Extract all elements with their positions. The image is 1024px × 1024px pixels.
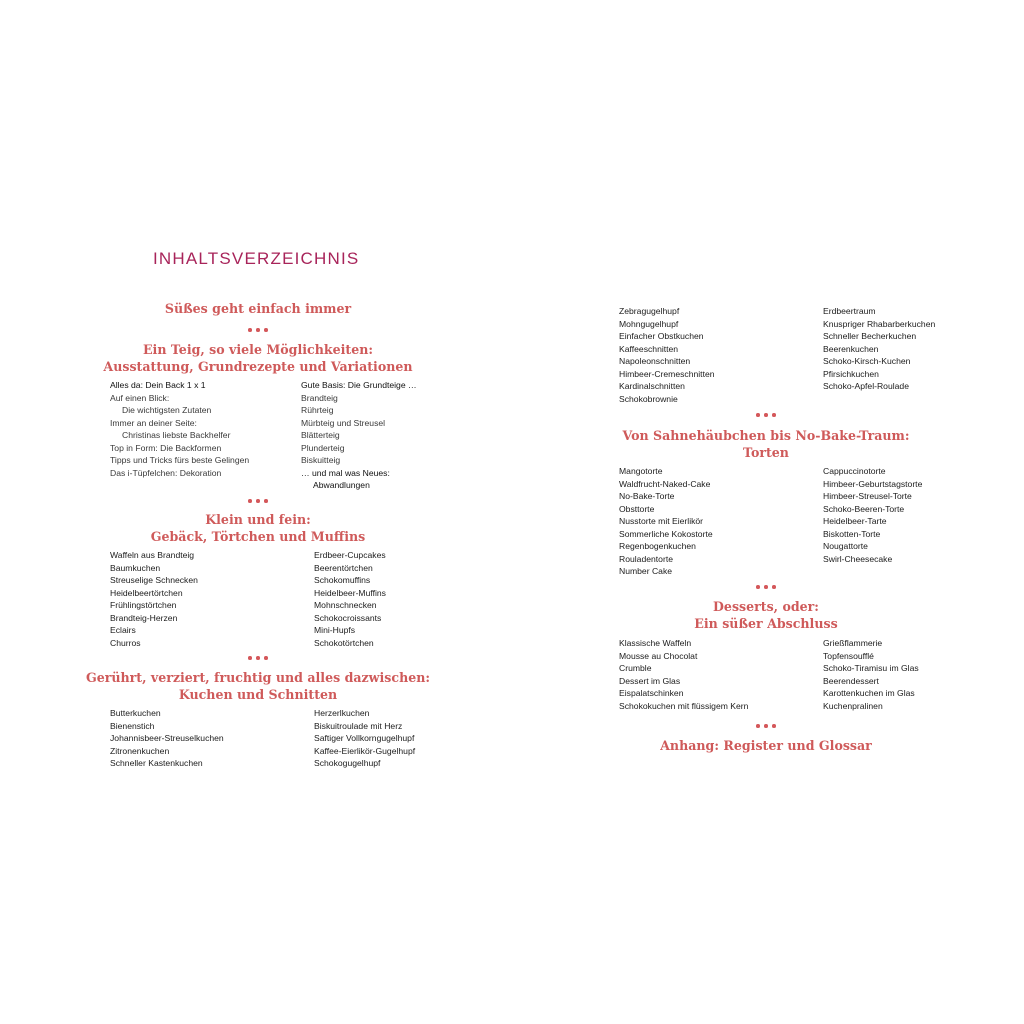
list-item: Mohnschnecken (314, 600, 377, 610)
list-item: Immer an deiner Seite: (110, 417, 197, 428)
list-item: Tipps und Tricks fürs beste Gelingen (110, 455, 250, 465)
list-item: Number Cake (619, 566, 673, 576)
list-item: Blätterteig (301, 430, 340, 440)
kuchen-list-col1 (110, 707, 224, 770)
list-item: Schokotörtchen (314, 637, 374, 648)
list-item: Schneller Kastenkuchen (110, 758, 203, 768)
list-item: Bienenstich (110, 720, 155, 731)
three-dot-divider-icon (248, 498, 268, 504)
list-item: Beerendessert (823, 675, 879, 686)
list-item: Mangotorte (619, 466, 663, 476)
list-item: Nusstorte mit Eierlikör (619, 516, 704, 526)
list-item: Baumkuchen (110, 562, 161, 573)
section-heading-kuchen: Gerührt, verziert, fruchtig und alles dazwischen: Kuchen und Schnitten (85, 670, 431, 702)
list-item: Herzerlkuchen (314, 708, 370, 718)
list-item: Nougattorte (823, 541, 868, 551)
list-item: Top in Form: Die Backformen (110, 442, 222, 453)
section-heading-suesses: Süßes geht einfach immer (164, 301, 352, 316)
three-dot-divider-icon (756, 584, 776, 590)
list-item: Heidelbeer-Tarte (823, 516, 887, 526)
list-item: Zebragugelhupf (619, 306, 680, 316)
list-item: Saftiger Vollkorngugelhupf (314, 733, 415, 743)
list-item: Zitronenkuchen (110, 745, 170, 756)
list-item: Schokobrownie (619, 393, 678, 404)
list-item: Swirl-Cheesecake (823, 553, 893, 564)
list-item: Frühlingstörtchen (110, 600, 177, 610)
list-item: Butterkuchen (110, 708, 161, 718)
list-item: Biskuitroulade mit Herz (314, 720, 403, 731)
list-item: Schokomuffins (314, 575, 371, 585)
list-item: Grießflammerie (823, 638, 883, 648)
list-item: Mohngugelhupf (619, 318, 679, 329)
list-item: Schoko-Beeren-Torte (823, 503, 905, 514)
list-item: Schokokuchen mit flüssigem Kern (619, 700, 749, 711)
list-item: Streuselige Schnecken (110, 575, 198, 585)
torten-list-col2 (823, 465, 922, 565)
list-item: Beerenkuchen (823, 343, 879, 354)
list-item: Pfirsichkuchen (823, 368, 879, 379)
list-item: Rouladentorte (619, 553, 673, 564)
list-item: Johannisbeer-Streuselkuchen (110, 733, 224, 743)
list-item: Kuchenpralinen (823, 700, 883, 711)
gebaeck-list-col2 (314, 549, 386, 649)
three-dot-divider-icon (248, 655, 268, 661)
three-dot-divider-icon (248, 327, 268, 333)
list-item: Das i-Tüpfelchen: Dekoration (110, 467, 222, 478)
list-item: Cappuccinotorte (823, 466, 886, 476)
list-item: Sommerliche Kokostorte (619, 528, 713, 539)
list-item: Kaffee-Eierlikör-Gugelhupf (314, 745, 416, 756)
list-item: Dessert im Glas (619, 675, 681, 686)
list-item: Napoleonschnitten (619, 356, 691, 366)
list-item: Mürbteig und Streusel (301, 417, 386, 428)
list-item: Regenbogenkuchen (619, 541, 696, 551)
list-item: Biskotten-Torte (823, 528, 881, 539)
list-item: Erdbeer-Cupcakes (314, 550, 386, 560)
list-item: Eispalatschinken (619, 688, 684, 698)
list-item: Alles da: Dein Back 1 x 1 (110, 380, 206, 390)
list-item: Plunderteig (301, 442, 345, 453)
list-item: Kaffeeschnitten (619, 343, 679, 354)
desserts-list-col2 (823, 637, 919, 712)
list-item: Brandteig (301, 392, 338, 403)
section-heading-desserts: Desserts, oder: Ein süßer Abschluss (694, 599, 838, 631)
list-item: Erdbeertraum (823, 306, 876, 316)
kuchen-list-col2 (314, 707, 415, 770)
list-item: Christinas liebste Backhelfer (122, 430, 231, 440)
list-item: Heidelbeertörtchen (110, 587, 183, 598)
list-item: Brandteig-Herzen (110, 612, 178, 623)
list-item: Eclairs (110, 625, 136, 635)
list-item: Schokogugelhupf (314, 758, 381, 768)
list-item: Schoko-Kirsch-Kuchen (823, 356, 911, 366)
desserts-list-col1 (619, 637, 748, 712)
list-item: Biskuitteig (301, 455, 341, 465)
list-item: Obsttorte (619, 503, 655, 514)
list-item: … und mal was Neues: (301, 467, 390, 478)
list-item: Mousse au Chocolat (619, 650, 698, 661)
section-heading-anhang: Anhang: Register und Glossar (660, 738, 872, 753)
page-title: INHALTSVERZEICHNIS (153, 249, 360, 268)
list-item: Schoko-Tiramisu im Glas (823, 663, 919, 673)
list-item: No-Bake-Torte (619, 491, 675, 501)
three-dot-divider-icon (756, 412, 776, 418)
list-item: Schneller Becherkuchen (823, 331, 917, 341)
kuchen-continued-list-col1 (619, 305, 715, 405)
list-item: Schoko-Apfel-Roulade (823, 381, 909, 391)
list-item: Churros (110, 637, 141, 648)
list-item: Rührteig (301, 405, 334, 415)
list-item: Topfensoufflé (823, 650, 874, 661)
list-item: Klassische Waffeln (619, 638, 692, 648)
list-item: Kardinalschnitten (619, 381, 685, 391)
section-heading-gebaeck: Klein und fein: Gebäck, Törtchen und Muffins (150, 512, 366, 544)
section-heading-grundrezepte: Ein Teig, so viele Möglichkeiten: Ausstattung, Grundrezepte und Variationen (103, 342, 413, 374)
torten-list-col1 (619, 465, 713, 578)
list-item: Einfacher Obstkuchen (619, 331, 704, 341)
three-dot-divider-icon (756, 723, 776, 729)
list-item: Crumble (619, 663, 652, 673)
section-heading-torten: Von Sahnehäubchen bis No-Bake-Traum: Torten (622, 428, 910, 460)
list-item: Mini-Hupfs (314, 625, 356, 635)
list-item: Beerentörtchen (314, 562, 373, 573)
list-item: Waffeln aus Brandteig (110, 550, 195, 560)
list-item: Die wichtigsten Zutaten (122, 405, 212, 415)
list-item: Abwandlungen (313, 480, 370, 490)
grundrezepte-list-col2 (301, 379, 417, 492)
list-item: Waldfrucht-Naked-Cake (619, 478, 711, 489)
list-item: Knuspriger Rhabarberkuchen (823, 318, 936, 329)
list-item: Himbeer-Geburtstagstorte (823, 478, 923, 489)
gebaeck-list-col1 (110, 549, 198, 649)
list-item: Auf einen Blick: (110, 392, 170, 403)
list-item: Himbeer-Cremeschnitten (619, 368, 715, 379)
list-item: Schokocroissants (314, 612, 382, 623)
list-item: Gute Basis: Die Grundteige … (301, 380, 417, 390)
kuchen-continued-list-col2 (823, 305, 935, 393)
grundrezepte-list-col1 (110, 379, 249, 479)
list-item: Heidelbeer-Muffins (314, 587, 386, 598)
list-item: Karottenkuchen im Glas (823, 688, 915, 698)
list-item: Himbeer-Streusel-Torte (823, 491, 912, 501)
